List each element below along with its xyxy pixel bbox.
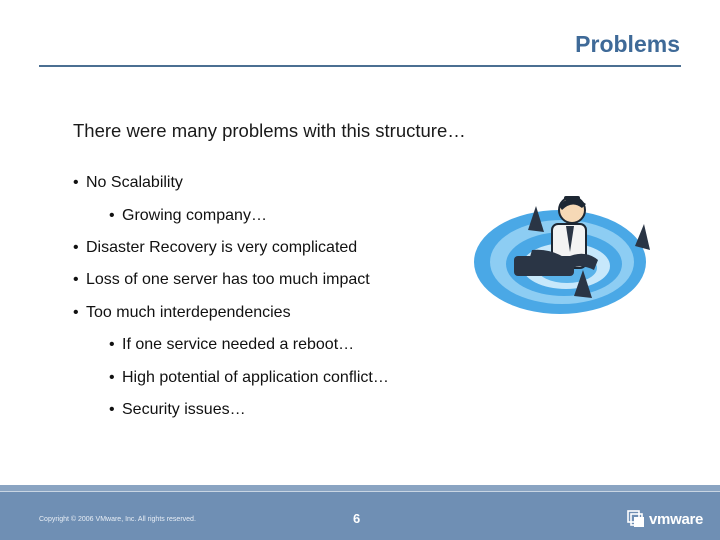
bullet-text: Loss of one server has too much impact	[86, 271, 370, 288]
bullet-text: High potential of application conflict…	[122, 369, 389, 386]
page-number: 6	[353, 511, 361, 526]
businessman-in-water-with-sharks-illustration	[470, 190, 695, 320]
bullet-text: Growing company…	[122, 207, 267, 224]
bullet-text: Security issues…	[122, 401, 246, 418]
intro-text: There were many problems with this structure…	[73, 120, 466, 141]
bullet-item: • Too much interdependencies	[73, 304, 291, 321]
vmware-logo-text: vmware	[649, 510, 704, 528]
bullet-text: Disaster Recovery is very complicated	[86, 239, 358, 256]
copyright-text: Copyright © 2006 VMware, Inc. All rights reserved.	[39, 516, 196, 523]
footer-divider	[0, 491, 720, 492]
bullet-item: • No Scalability	[73, 174, 183, 191]
slide-title: Problems	[575, 31, 680, 57]
bullet-item: • Loss of one server has too much impact	[73, 271, 370, 288]
sub-bullet-item: • High potential of application conflict…	[109, 369, 389, 386]
bullet-text: If one service needed a reboot…	[122, 336, 355, 353]
bullet-text: Too much interdependencies	[86, 304, 291, 321]
sub-bullet-item: • If one service needed a reboot…	[109, 336, 355, 353]
footer-bar	[0, 485, 720, 540]
bullet-text: No Scalability	[86, 174, 183, 191]
sub-bullet-item: • Security issues…	[109, 401, 246, 418]
vmware-logo	[627, 509, 703, 529]
bullet-item: • Disaster Recovery is very complicated	[73, 239, 358, 256]
sub-bullet-item: • Growing company…	[109, 207, 267, 224]
vmware-logo-icon	[627, 510, 645, 528]
